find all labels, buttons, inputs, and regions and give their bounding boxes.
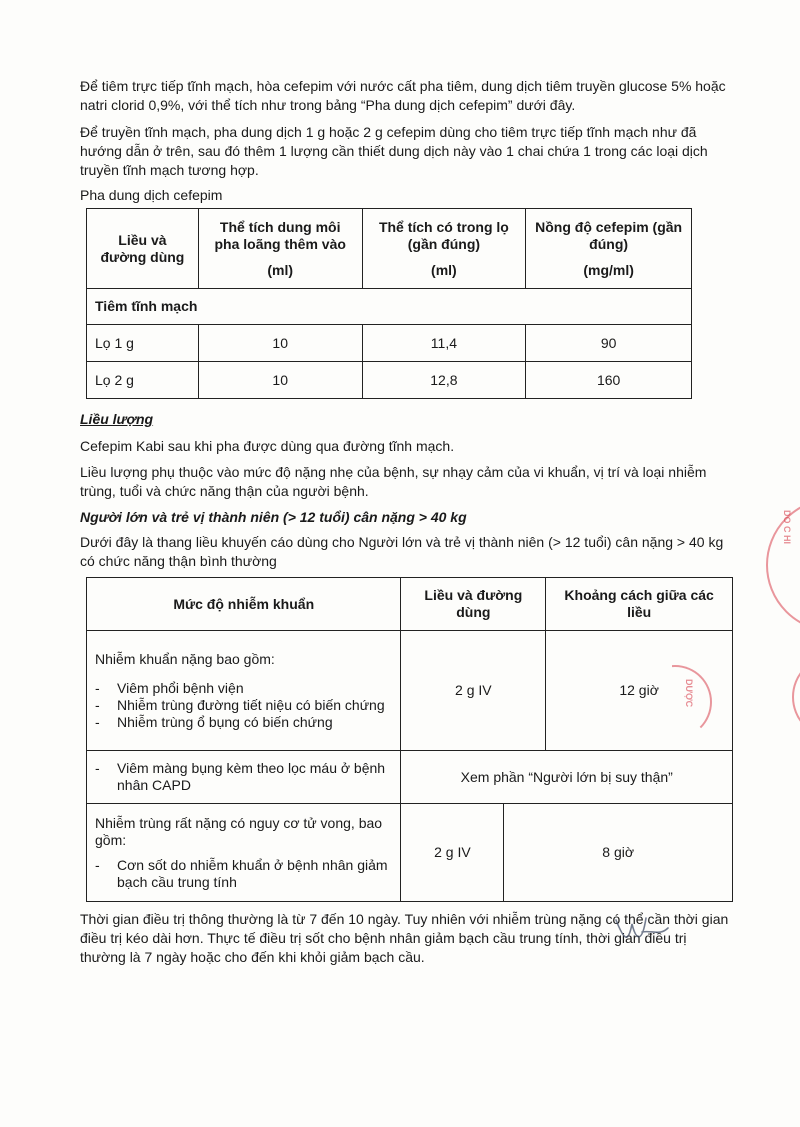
dose-cell: 2 g IV: [401, 804, 504, 902]
note-cell: Xem phần “Người lớn bị suy thận”: [401, 751, 733, 804]
row-volume: 12,8: [362, 362, 526, 399]
list-item: - Viêm phổi bệnh viện: [95, 680, 392, 697]
intro-paragraph-2: Để truyền tĩnh mạch, pha dung dịch 1 g hoặc 2 g cefepim dùng cho tiêm trực tiếp tĩnh mạch như đã hướng dẫn ở trên, sau đó thêm 1 lượng cần thiết dung dịch này vào 1 chai chứa 1 trong các loại dịch truyền tĩnh mạch tương hợp.: [80, 124, 708, 178]
header-severity: Mức độ nhiễm khuẩn: [87, 578, 401, 631]
stamp-right-text: DO C HI: [782, 510, 792, 545]
adult-intro: Dưới đây là thang liều khuyến cáo dùng cho Người lớn và trẻ vị thành niên (> 12 tuổi) cân nặng > 40 kg có chức năng thận bình thường: [80, 534, 724, 569]
header-interval: Khoảng cách giữa các liều: [546, 578, 733, 631]
dosage-paragraph-1: Cefepim Kabi sau khi pha được dùng qua đường tĩnh mạch.: [80, 438, 455, 454]
header-diluent-volume: Thể tích dung môi pha loãng thêm vào (ml): [198, 209, 362, 289]
stamp-left: [672, 665, 712, 740]
dose-cell: 2 g IV: [401, 631, 546, 751]
table-caption: Pha dung dịch cefepim: [80, 187, 223, 203]
signature-mark: [612, 910, 672, 950]
row-diluent: 10: [198, 325, 362, 362]
severity-title: Nhiễm khuẩn nặng bao gồm:: [95, 650, 275, 667]
header-vial-volume: Thể tích có trong lọ (gần đúng) (ml): [362, 209, 526, 289]
dilution-table: [86, 208, 692, 399]
section-iv: Tiêm tĩnh mạch: [87, 289, 692, 325]
row-concentration: 90: [526, 325, 692, 362]
table-row: [87, 325, 692, 362]
table-row: [87, 804, 733, 902]
intro-paragraph-1: Để tiêm trực tiếp tĩnh mạch, hòa cefepim với nước cất pha tiêm, dung dịch tiêm truyền glucose 5% hoặc natri clorid 0,9%, với thể tích như trong bảng “Pha dung dịch cefepim” dưới đây.: [80, 78, 726, 113]
closing-paragraph: Thời gian điều trị thông thường là từ 7 đến 10 ngày. Tuy nhiên với nhiễm trùng nặng có thể cần thời gian điều trị kéo dài hơn. Thực tế điều trị sốt cho bệnh nhân giảm bạch cầu trung tính, thời gian điều trị thường là 7 ngày hoặc cho đến khi khỏi giảm bạch cầu.: [80, 911, 729, 965]
header-dose-route: Liều và đường dùng: [87, 209, 199, 289]
table-row: [87, 631, 733, 751]
header-dose: Liều và đường dùng: [401, 578, 546, 631]
severity-cell: [87, 631, 401, 751]
list-item: - Nhiễm trùng đường tiết niệu có biến chứng: [95, 697, 392, 714]
infection-list: [95, 680, 392, 731]
list-item: - Viêm màng bụng kèm theo lọc máu ở bệnh nhân CAPD: [95, 760, 392, 794]
dosage-paragraph-2: Liều lượng phụ thuộc vào mức độ nặng nhẹ của bệnh, sự nhạy cảm của vi khuẩn, vị trí và loại nhiễm trùng, tuổi và chức năng thận của người bệnh.: [80, 464, 707, 499]
row-concentration: 160: [526, 362, 692, 399]
dilution-table-header: [87, 209, 692, 289]
row-label: Lọ 1 g: [87, 325, 199, 362]
table-row: [87, 362, 692, 399]
interval-cell: 8 giờ: [504, 804, 733, 902]
row-diluent: 10: [198, 362, 362, 399]
table-row: [87, 751, 733, 804]
severity-title: Nhiễm trùng rất nặng có nguy cơ tử vong, bao gồm:: [95, 814, 383, 848]
dosing-table-header: [87, 578, 733, 631]
dosage-heading: Liều lượng: [80, 411, 154, 427]
interval-cell: 12 giờ: [546, 631, 733, 751]
stamp-right: [762, 490, 800, 750]
section-row: [87, 289, 692, 325]
stamp-left-text: DƯỢC: [684, 679, 694, 708]
header-concentration: Nồng độ cefepim (gần đúng) (mg/ml): [526, 209, 692, 289]
row-volume: 11,4: [362, 325, 526, 362]
row-label: Lọ 2 g: [87, 362, 199, 399]
list-item: - Cơn sốt do nhiễm khuẩn ở bệnh nhân giảm bạch cầu trung tính: [95, 857, 392, 891]
adult-heading: Người lớn và trẻ vị thành niên (> 12 tuổi) cân nặng > 40 kg: [80, 509, 467, 525]
dosing-table: [86, 577, 733, 902]
list-item: - Nhiễm trùng ổ bụng có biến chứng: [95, 714, 392, 731]
severity-cell: [87, 751, 401, 804]
severity-cell: [87, 804, 401, 902]
